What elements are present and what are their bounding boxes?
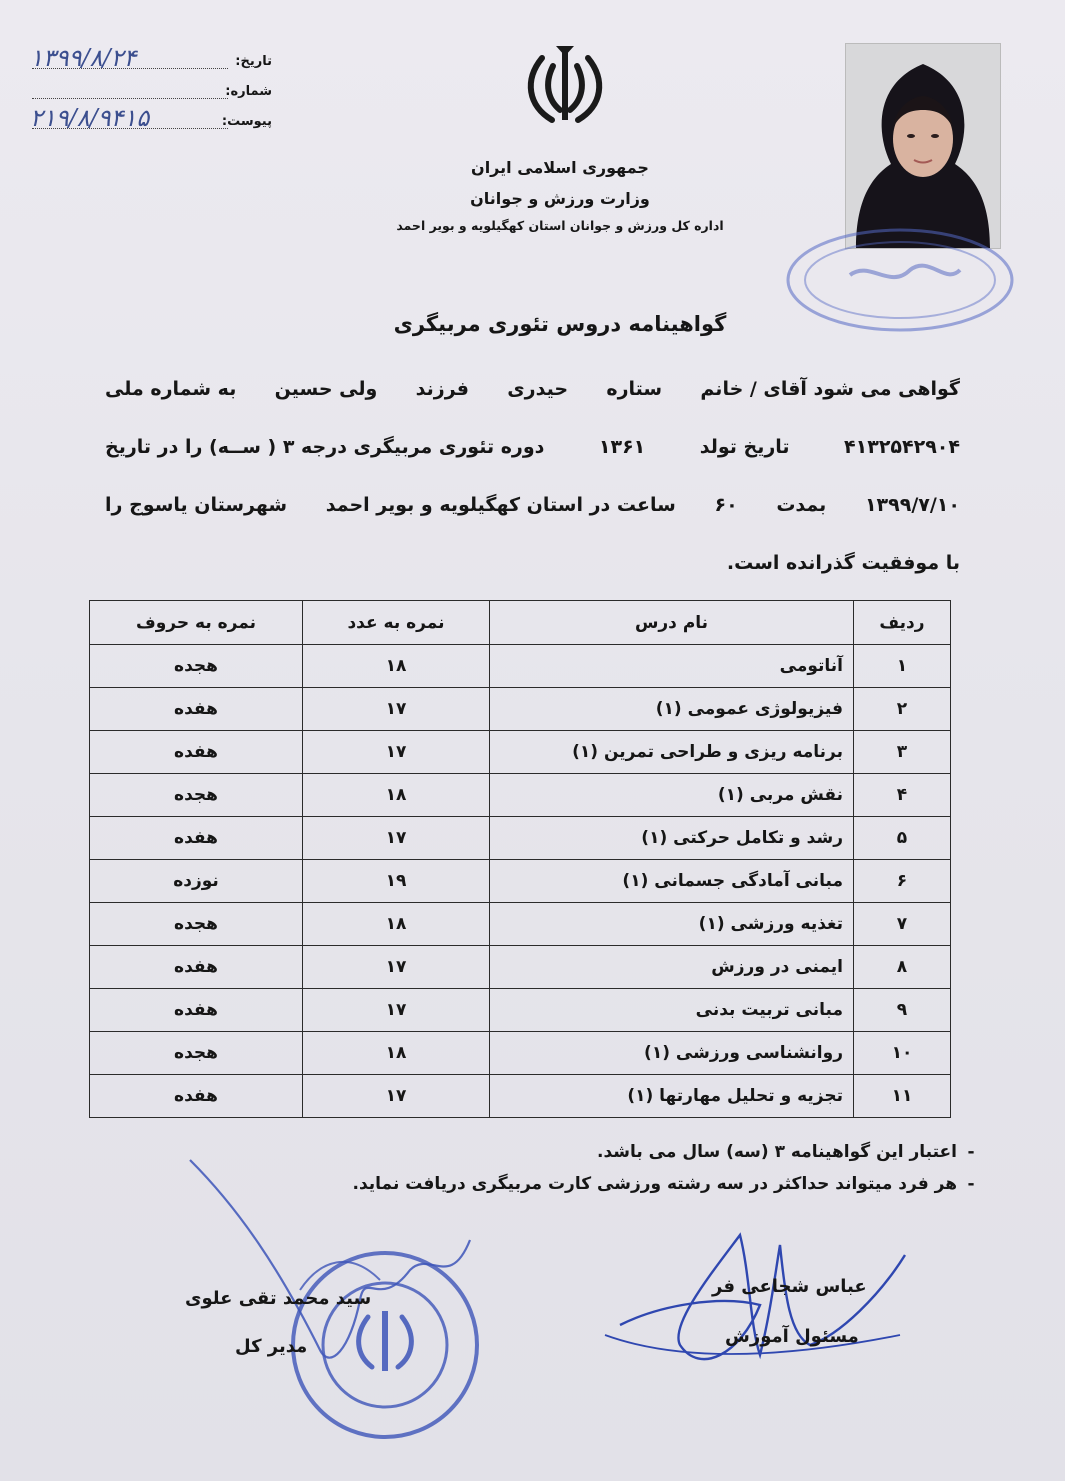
meta-number-row xyxy=(28,74,278,104)
meta-date-row xyxy=(28,44,278,74)
note-item: - هر فرد میتواند حداکثر در سه رشته ورزشی کارت مربیگری دریافت نماید. xyxy=(352,1174,975,1194)
holder-photo xyxy=(845,43,1001,249)
meta-attachment-row xyxy=(28,104,278,134)
holder-last-name: حیدری xyxy=(507,378,569,400)
header-department: اداره کل ورزش و جوانان استان کهگیلویه و بویر احمد xyxy=(396,218,724,233)
training-officer-name: عباس شجاعی فر xyxy=(712,1276,867,1297)
meta-attachment-label: پیوست: xyxy=(221,114,272,129)
table-row: ۵ رشد و تکامل حرکتی (۱) ۱۷ هفده xyxy=(90,817,951,860)
header-grade-words: نمره به حروف xyxy=(90,601,303,645)
table-row: ۹ مبانی تربیت بدنی ۱۷ هفده xyxy=(90,989,951,1032)
header-ministry: وزارت ورزش و جوانان xyxy=(470,189,650,208)
table-row: ۶ مبانی آمادگی جسمانی (۱) ۱۹ نوزده xyxy=(90,860,951,903)
document-meta xyxy=(28,44,278,134)
table-row: ۲ فیزیولوژی عمومی (۱) ۱۷ هفده xyxy=(90,688,951,731)
meta-date-value: ۱۳۹۹/۸/۲۴ xyxy=(30,44,137,72)
note-item: - اعتبار این گواهینامه ۳ (سه) سال می باشد. xyxy=(597,1142,975,1162)
org-header xyxy=(360,158,760,233)
table-row: ۷ تغذیه ورزشی (۱) ۱۸ هجده xyxy=(90,903,951,946)
certificate-line-3: ۱۳۹۹/۷/۱۰ بمدت ۶۰ ساعت در استان کهگیلویه و بویر احمد شهرستان یاسوج را xyxy=(105,494,960,516)
birth-year: ۱۳۶۱ xyxy=(598,436,646,458)
table-row: ۱۱ تجزیه و تحلیل مهارتها (۱) ۱۷ هفده xyxy=(90,1075,951,1118)
meta-attachment-value: ۲۱۹/۸/۹۴۱۵ xyxy=(30,104,150,132)
header-row-number: ردیف xyxy=(854,601,951,645)
director-role: مدیر کل xyxy=(235,1336,308,1357)
table-row: ۱۰ روانشناسی ورزشی (۱) ۱۸ هجده xyxy=(90,1032,951,1075)
training-officer-signature-icon xyxy=(600,1215,920,1385)
national-id: ۴۱۳۲۵۴۲۹۰۴ xyxy=(844,436,960,458)
meta-number-label: شماره: xyxy=(225,84,272,99)
official-seal-icon xyxy=(280,1245,490,1445)
table-row: ۴ نقش مربی (۱) ۱۸ هجده xyxy=(90,774,951,817)
header-grade-number: نمره به عدد xyxy=(303,601,490,645)
grades-table xyxy=(89,600,951,1118)
table-row: ۸ ایمنی در ورزش ۱۷ هفده xyxy=(90,946,951,989)
certificate-line-1: گواهی می شود آقای / خانم ستاره حیدری فرزند ولی حسین به شماره ملی xyxy=(105,378,960,400)
course-date: ۱۳۹۹/۷/۱۰ xyxy=(864,494,960,516)
course-hours: ۶۰ xyxy=(714,494,738,516)
holder-first-name: ستاره xyxy=(606,378,663,400)
table-row: ۱ آناتومی ۱۸ هجده xyxy=(90,645,951,688)
certificate-line-4: با موفقیت گذرانده است. xyxy=(726,552,960,574)
certificate-line-2: ۴۱۳۲۵۴۲۹۰۴ تاریخ تولد ۱۳۶۱ دوره تئوری مربیگری درجه ۳ ( ســه) را در تاریخ xyxy=(105,436,960,458)
meta-date-label: تاریخ: xyxy=(235,54,272,69)
training-officer-role: مسئول آموزش xyxy=(725,1326,859,1347)
iran-emblem-icon xyxy=(520,40,610,130)
header-course-name: نام درس xyxy=(490,601,854,645)
header-country: جمهوری اسلامی ایران xyxy=(471,158,649,177)
table-row: ۳ برنامه ریزی و طراحی تمرین (۱) ۱۷ هفده xyxy=(90,731,951,774)
holder-father-name: ولی حسین xyxy=(274,378,378,400)
table-header-row xyxy=(90,601,951,645)
director-name: سید محمد تقی علوی xyxy=(185,1288,372,1309)
certificate-title: گواهینامه دروس تئوری مربیگری xyxy=(393,312,727,336)
